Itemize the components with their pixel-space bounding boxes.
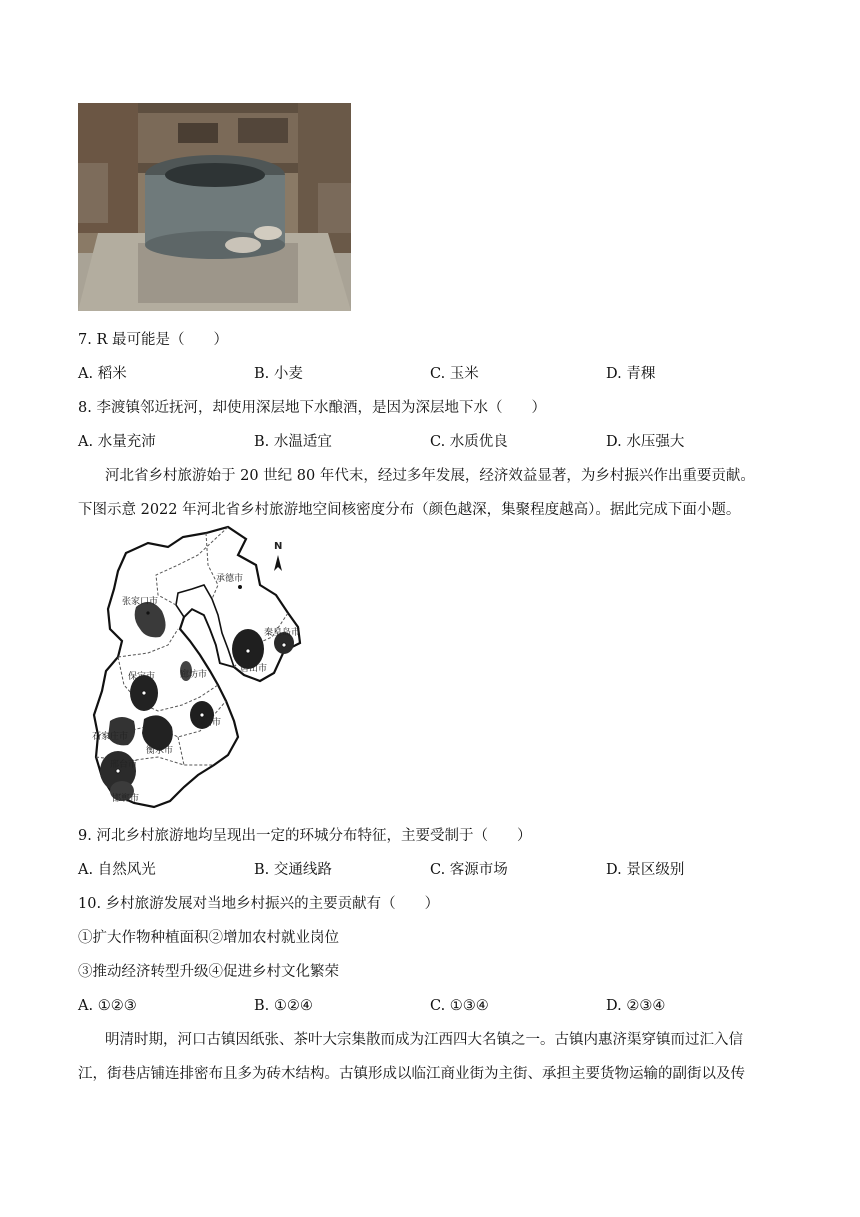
label-chengde: 承德市 [216, 574, 244, 584]
q7-option-d: D. 青稞 [606, 366, 656, 382]
q7-option-a: A. 稻米 [78, 366, 127, 382]
q7-option-c: C. 玉米 [430, 366, 479, 382]
q9-stem: 9. 河北乡村旅游地均呈现出一定的环城分布特征，主要受制于（ ） [78, 828, 532, 844]
label-hengshui: 衡水市 [146, 746, 174, 756]
well-ruin-photo [78, 103, 351, 311]
label-tangshan: 唐山市 [240, 664, 268, 674]
q9-option-b: B. 交通线路 [254, 862, 332, 878]
north-label: N [274, 541, 283, 552]
label-langfang: 廊坊市 [180, 670, 208, 680]
label-xingtai: 邢台市 [110, 760, 138, 770]
q10-stem: 10. 乡村旅游发展对当地乡村振兴的主要贡献有（ ） [78, 896, 440, 912]
city-dot-baoding [142, 691, 146, 695]
north-arrow [274, 541, 282, 571]
city-dot-zhangjiakou [146, 611, 149, 614]
city-dot-qinhuangdao [282, 643, 286, 647]
label-zhangjiakou: 张家口市 [122, 597, 159, 607]
city-dot-tangshan [246, 649, 250, 653]
city-dot-chengde [238, 585, 242, 589]
passage2-line1: 明清时期，河口古镇因纸张、茶叶大宗集散而成为江西四大名镇之一。古镇内惠济渠穿镇而过汇入信 [105, 1032, 743, 1048]
q9-option-d: D. 景区级别 [606, 862, 685, 878]
passage1-line2: 下图示意 2022 年河北省乡村旅游地空间核密度分布（颜色越深，集聚程度越高）。据此完成下面小题。 [78, 502, 741, 518]
hebei-map-svg [88, 525, 326, 815]
q8-option-b: B. 水温适宜 [254, 434, 332, 450]
passage1-line1: 河北省乡村旅游始于 20 世纪 80 年代末，经过多年发展，经济效益显著，为乡村振兴作出重要贡献。 [105, 468, 755, 484]
q10-items-line2: ③推动经济转型升级④促进乡村文化繁荣 [78, 964, 339, 980]
q8-stem: 8. 李渡镇邻近抚河，却使用深层地下水酿酒，是因为深层地下水（ ） [78, 400, 546, 416]
q10-option-a: A. ①②③ [78, 998, 137, 1014]
label-qinhuangdao: 秦皇岛市 [264, 628, 301, 638]
passage2-line2: 江，街巷店铺连排密布且多为砖木结构。古镇形成以临江商业街为主街、承担主要货物运输的副街以及传 [78, 1066, 745, 1082]
city-dot-cangzhou [200, 713, 204, 717]
label-shijiazhuang: 石家庄市 [92, 732, 129, 742]
q10-items-line1: ①扩大作物种植面积②增加农村就业岗位 [78, 930, 339, 946]
q7-stem: 7. R 最可能是（ ） [78, 332, 228, 348]
label-cangzhou: 沧州市 [194, 718, 222, 728]
q10-option-d: D. ②③④ [606, 998, 666, 1014]
q8-option-d: D. 水压强大 [606, 434, 685, 450]
q10-option-b: B. ①②④ [254, 998, 313, 1014]
hebei-density-map [88, 525, 326, 815]
q9-option-a: A. 自然风光 [78, 862, 156, 878]
label-baoding: 保定市 [128, 672, 156, 682]
q8-option-c: C. 水质优良 [430, 434, 508, 450]
q9-option-c: C. 客源市场 [430, 862, 508, 878]
q10-option-c: C. ①③④ [430, 998, 489, 1014]
q8-option-a: A. 水量充沛 [78, 434, 156, 450]
label-handan: 邯郸市 [112, 794, 140, 804]
q7-option-b: B. 小麦 [254, 366, 303, 382]
north-arrow-shape [274, 555, 282, 571]
well-ruin-image [78, 103, 351, 311]
